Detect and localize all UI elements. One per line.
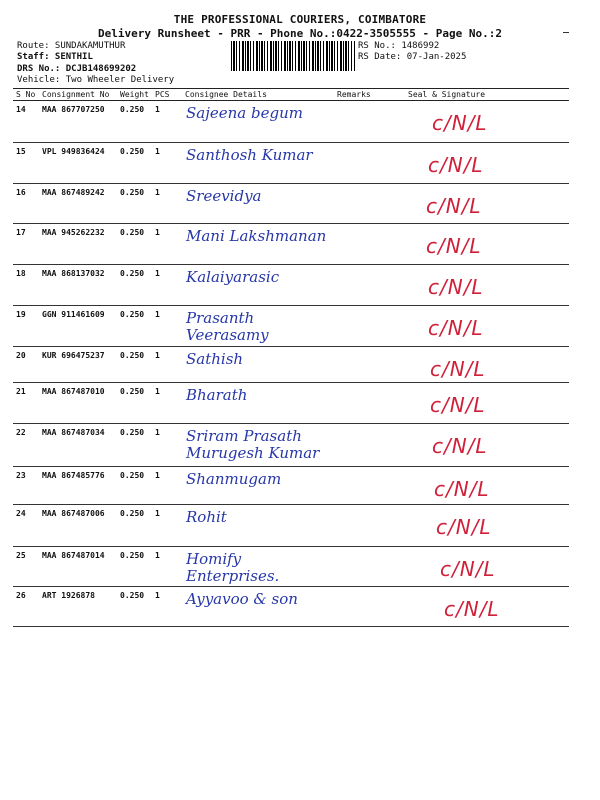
cell-consignee-handwritten: Homify Enterprises. xyxy=(186,550,280,585)
cell-consignment: MAA 867487006 xyxy=(42,509,105,518)
cell-consignment: VPL 949836424 xyxy=(42,147,105,156)
company-title: THE PROFESSIONAL COURIERS, COIMBATORE xyxy=(173,13,427,26)
cell-consignee-handwritten: Sathish xyxy=(186,350,244,368)
cell-consignment: MAA 868137032 xyxy=(42,269,105,278)
cell-consignee-handwritten: Sreevidya xyxy=(186,187,262,205)
cell-consignee-handwritten: Kalaiyarasic xyxy=(186,268,280,286)
barcode-image xyxy=(231,41,355,71)
cell-consignee-handwritten: Mani Lakshmanan xyxy=(186,227,327,245)
route-label: Route: SUNDAKAMUTHUR xyxy=(17,41,126,51)
cell-consignee-handwritten: Ayyavoo & son xyxy=(186,590,298,608)
cell-weight: 0.250 xyxy=(120,387,145,396)
cell-sno: 15 xyxy=(16,147,26,156)
cell-signature: c/N/L xyxy=(436,515,492,539)
cell-sno: 17 xyxy=(16,228,26,237)
cell-pcs: 1 xyxy=(155,509,160,518)
cell-pcs: 1 xyxy=(155,551,160,560)
rs-date: RS Date: 07-Jan-2025 xyxy=(358,52,467,62)
cell-consignment: MAA 867489242 xyxy=(42,188,105,197)
cell-weight: 0.250 xyxy=(120,551,145,560)
cell-consignee-handwritten: Bharath xyxy=(186,386,248,404)
cell-signature: c/N/L xyxy=(428,275,484,299)
table-row xyxy=(13,184,569,224)
cell-pcs: 1 xyxy=(155,471,160,480)
cell-sno: 19 xyxy=(16,310,26,319)
cell-signature: c/N/L xyxy=(426,194,482,218)
table-row xyxy=(13,547,569,587)
col-remarks: Remarks xyxy=(334,89,388,101)
vehicle-label: Vehicle: Two Wheeler Delivery xyxy=(17,75,175,85)
cell-pcs: 1 xyxy=(155,147,160,156)
cell-sno: 26 xyxy=(16,591,26,600)
page-mark xyxy=(563,32,569,33)
cell-consignee-handwritten: Shanmugam xyxy=(186,470,282,488)
cell-consignment: MAA 867707250 xyxy=(42,105,105,114)
cell-weight: 0.250 xyxy=(120,269,145,278)
cell-weight: 0.250 xyxy=(120,310,145,319)
table-header-row xyxy=(13,89,569,101)
cell-sno: 22 xyxy=(16,428,26,437)
cell-signature: c/N/L xyxy=(440,557,496,581)
cell-pcs: 1 xyxy=(155,387,160,396)
cell-sno: 18 xyxy=(16,269,26,278)
cell-pcs: 1 xyxy=(155,188,160,197)
cell-consignee-handwritten: Sajeena begum xyxy=(186,104,303,122)
col-consignment: Consignment No xyxy=(39,89,117,101)
cell-consignee-handwritten: Rohit xyxy=(186,508,227,526)
cell-signature: c/N/L xyxy=(430,393,486,417)
cell-consignment: ART 1926878 xyxy=(42,591,95,600)
table-row xyxy=(13,143,569,184)
table-row xyxy=(13,224,569,265)
col-weight: Weight xyxy=(117,89,152,101)
cell-sno: 21 xyxy=(16,387,26,396)
cell-sno: 16 xyxy=(16,188,26,197)
col-seal-signature: Seal & Signature xyxy=(388,89,569,101)
cell-sno: 20 xyxy=(16,351,26,360)
cell-consignment: KUR 696475237 xyxy=(42,351,105,360)
cell-pcs: 1 xyxy=(155,228,160,237)
cell-signature: c/N/L xyxy=(432,111,488,135)
cell-weight: 0.250 xyxy=(120,428,145,437)
cell-weight: 0.250 xyxy=(120,228,145,237)
cell-pcs: 1 xyxy=(155,105,160,114)
cell-weight: 0.250 xyxy=(120,105,145,114)
cell-consignee-handwritten: Santhosh Kumar xyxy=(186,146,313,164)
cell-sno: 24 xyxy=(16,509,26,518)
table-row xyxy=(13,587,569,627)
cell-sno: 23 xyxy=(16,471,26,480)
runsheet-table xyxy=(13,88,569,627)
staff-label: Staff: SENTHIL xyxy=(17,52,93,62)
table-row xyxy=(13,505,569,547)
table-row xyxy=(13,467,569,505)
cell-signature: c/N/L xyxy=(434,477,490,501)
cell-consignment: MAA 867487034 xyxy=(42,428,105,437)
cell-weight: 0.250 xyxy=(120,471,145,480)
col-consignee: Consignee Details xyxy=(182,89,334,101)
cell-sno: 14 xyxy=(16,105,26,114)
cell-consignment: MAA 867485776 xyxy=(42,471,105,480)
table-row xyxy=(13,383,569,424)
cell-consignment: MAA 867487014 xyxy=(42,551,105,560)
cell-consignment: GGN 911461609 xyxy=(42,310,105,319)
cell-consignment: MAA 867487010 xyxy=(42,387,105,396)
cell-pcs: 1 xyxy=(155,428,160,437)
cell-weight: 0.250 xyxy=(120,188,145,197)
col-sno: S No xyxy=(13,89,39,101)
cell-pcs: 1 xyxy=(155,591,160,600)
col-pcs: PCS xyxy=(152,89,182,101)
cell-weight: 0.250 xyxy=(120,591,145,600)
table-row xyxy=(13,265,569,306)
table-row xyxy=(13,347,569,383)
cell-sno: 25 xyxy=(16,551,26,560)
cell-weight: 0.250 xyxy=(120,351,145,360)
cell-signature: c/N/L xyxy=(432,434,488,458)
runsheet-title: Delivery Runsheet - PRR - Phone No.:0422-3505555 - Page No.:2 xyxy=(98,27,502,40)
cell-signature: c/N/L xyxy=(430,357,486,381)
cell-signature: c/N/L xyxy=(426,234,482,258)
cell-signature: c/N/L xyxy=(428,316,484,340)
table-row xyxy=(13,424,569,467)
cell-pcs: 1 xyxy=(155,351,160,360)
cell-signature: c/N/L xyxy=(444,597,500,621)
cell-consignee-handwritten: Prasanth Veerasamy xyxy=(186,309,269,344)
cell-pcs: 1 xyxy=(155,310,160,319)
cell-signature: c/N/L xyxy=(428,153,484,177)
cell-weight: 0.250 xyxy=(120,509,145,518)
cell-consignee-handwritten: Sriram Prasath Murugesh Kumar xyxy=(186,427,320,462)
cell-pcs: 1 xyxy=(155,269,160,278)
cell-weight: 0.250 xyxy=(120,147,145,156)
cell-consignment: MAA 945262232 xyxy=(42,228,105,237)
rs-number: RS No.: 1486992 xyxy=(358,41,440,51)
table-row xyxy=(13,101,569,143)
table-row xyxy=(13,306,569,347)
drs-number: DRS No.: DCJB148699202 xyxy=(17,64,137,74)
